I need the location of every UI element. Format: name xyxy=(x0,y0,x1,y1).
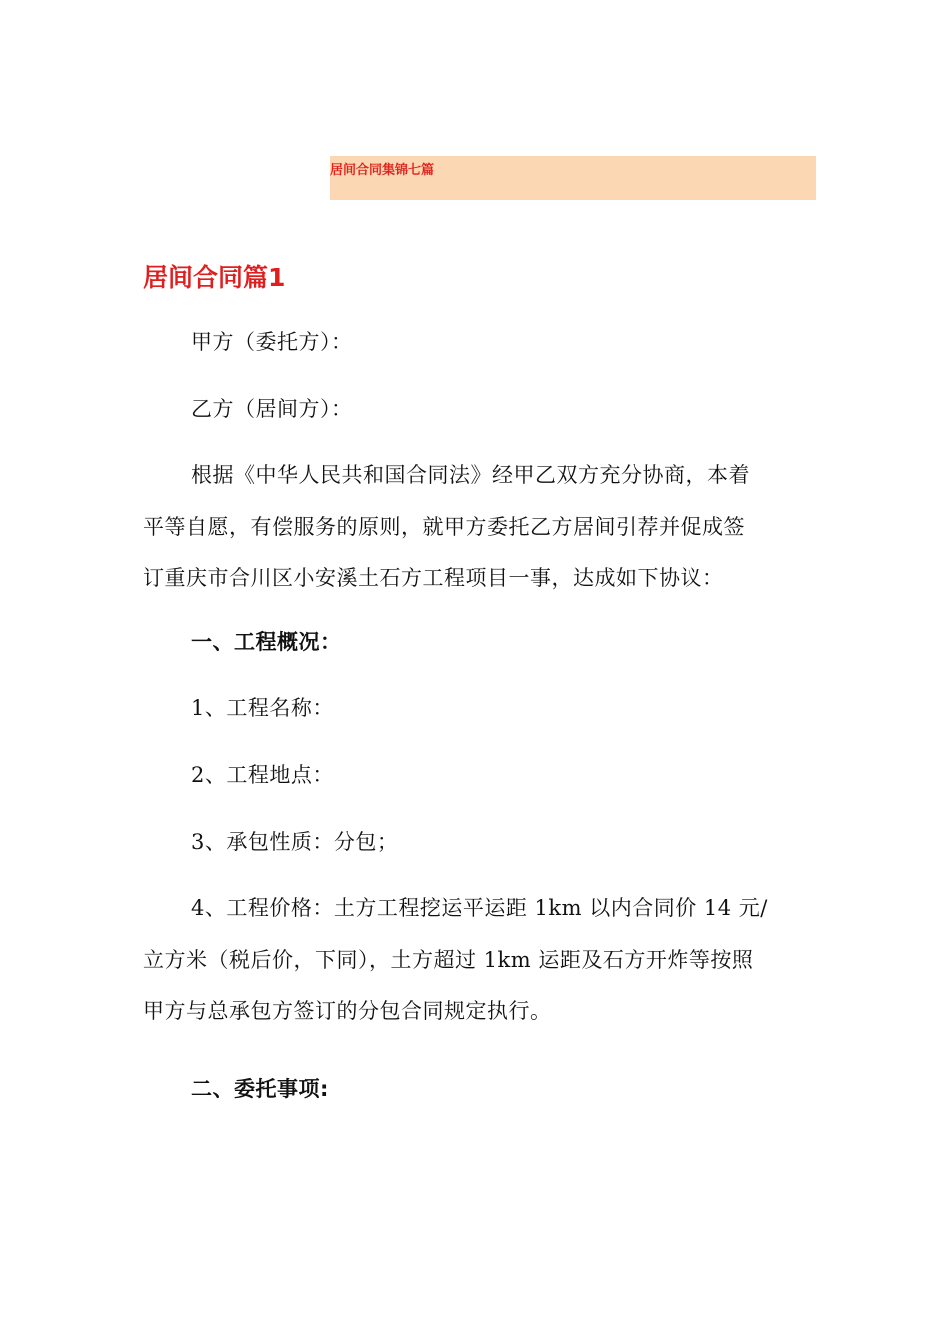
intro-paragraph-line-3: 订重庆市合川区小安溪土石方工程项目一事，达成如下协议： xyxy=(143,566,724,590)
intro-paragraph-line-1: 根据《中华人民共和国合同法》经甲乙双方充分协商，本着 xyxy=(191,463,750,487)
section-title: 居间合同篇1 xyxy=(143,263,286,292)
intro-paragraph-line-2: 平等自愿，有偿服务的原则，就甲方委托乙方居间引荐并促成签 xyxy=(143,515,745,539)
list-item-price-line-2: 立方米（税后价，下同），土方超过 1km 运距及石方开炸等按照 xyxy=(143,948,754,972)
list-item-price-line-3: 甲方与总承包方签订的分包合同规定执行。 xyxy=(143,999,552,1023)
list-item-project-name: 1、工程名称： xyxy=(191,696,334,720)
party-b-line: 乙方（居间方）： xyxy=(191,397,353,421)
heading-entrusted-matters: 二、委托事项: xyxy=(191,1077,329,1101)
header-banner xyxy=(330,156,816,200)
list-item-price-line-1: 4、工程价格：土方工程挖运平运距 1km 以内合同价 14 元/ xyxy=(191,896,768,920)
party-a-line: 甲方（委托方）： xyxy=(191,330,353,354)
list-item-project-location: 2、工程地点： xyxy=(191,763,334,787)
list-item-contract-nature: 3、承包性质：分包； xyxy=(191,830,399,854)
document-header-title: 居间合同集锦七篇 xyxy=(330,163,435,178)
heading-project-overview: 一、工程概况： xyxy=(191,630,342,654)
